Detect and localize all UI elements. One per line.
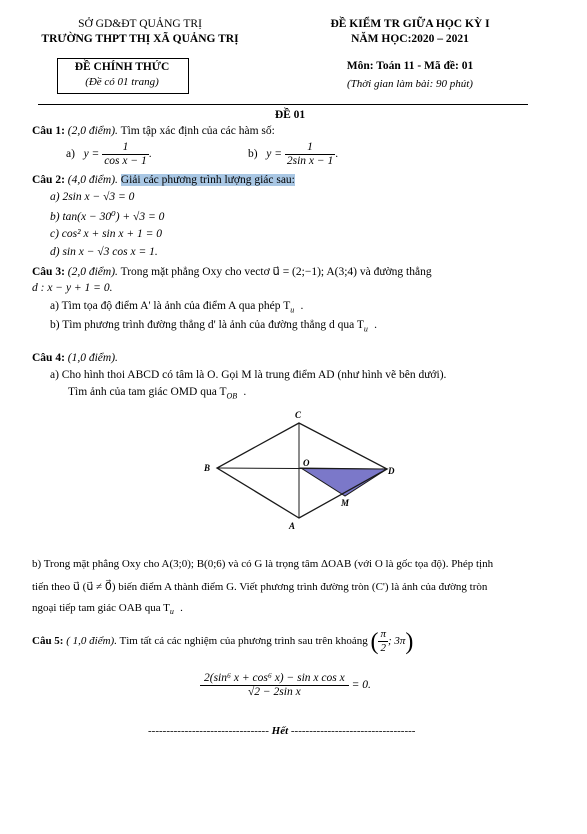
end-label: Hết: [271, 725, 289, 737]
school-name: TRƯỜNG THPT THỊ XÃ QUẢNG TRỊ: [41, 33, 239, 45]
q3-text: Trong mặt phẳng Oxy cho vectơ u⃗ = (2;−1); A(3;4) và đường thẳng: [117, 266, 432, 278]
q2-item-a: a) 2sin x − √3 = 0: [50, 191, 135, 203]
question-1: [32, 125, 275, 137]
q2-text-highlighted[interactable]: Giải các phương trình lượng giác sau:: [120, 174, 295, 186]
label-o: O: [303, 458, 310, 468]
question-5: Câu 5: ( 1,0 điểm). Tìm tất cả các nghiệm của phương trình sau trên khoảng ( $\frac{\pi}{2}$ ; 3π): [32, 628, 414, 655]
q4-part-b-line3: ngoại tiếp tam giác OAB qua $T_{u⃗}$.: [32, 602, 183, 617]
q4-part-b-line1: b) Trong mặt phẳng Oxy cho A(3;0); B(0;6) và có G là trọng tâm ΔOAB (với O là gốc tọa độ). Phép tịnh: [32, 558, 494, 570]
q2-item-d: d) sin x − √3 cos x = 1.: [50, 246, 158, 258]
q1-part-b: b) y = $\frac{1}{\text{2sin x − 1}}$ .: [248, 141, 339, 167]
label-d: D: [388, 466, 395, 476]
q1-text: Tìm tập xác định của các hàm số:: [117, 125, 275, 137]
q4-part-b-line2: tiến theo u⃗ (u⃗ ≠ 0⃗) biến điểm A thành điểm G. Viết phương trình đường tròn (C') là ảnh của đường tròn: [32, 581, 488, 593]
q1-points: (2,0 điểm).: [67, 125, 118, 137]
diagonal-bd: [217, 468, 387, 469]
question-4: [32, 352, 118, 364]
q5-label: Câu 5:: [32, 635, 64, 648]
rhombus-figure: [195, 405, 405, 535]
end-marker: --------------------------------- Hết ----------------------------------: [148, 725, 416, 737]
q1-part-a: a) y = $\frac{1}{\text{cos x − 1}}$ .: [66, 141, 152, 167]
q2-item-b: b) tan(x − 30⁰) + √3 = 0: [50, 211, 165, 223]
label-b: B: [204, 463, 211, 473]
subject: Môn: Toán 11 - Mã đề: 01: [346, 60, 474, 72]
label-c: C: [295, 410, 302, 420]
official-label: ĐỀ CHÍNH THỨC: [74, 61, 170, 73]
q4-points: (1,0 điểm).: [67, 352, 118, 364]
page-count: (Đề có 01 trang): [85, 76, 159, 88]
header-divider: [38, 104, 528, 105]
q5-equation: $\frac{\text{2(sin⁶ x + cos⁶ x) − sin x cos x}}{\text{√2 − 2sin x}}$ = 0.: [200, 672, 371, 699]
question-2: [32, 174, 295, 186]
q5-interval-fraction: $\frac{\pi}{2}$: [380, 628, 386, 654]
q5-text: Tìm tất cả các nghiệm của phương trình sau trên khoảng: [116, 635, 368, 648]
time-limit: (Thời gian làm bài: 90 phút): [347, 78, 473, 90]
q2-label: Câu 2:: [32, 174, 65, 186]
triangle-omd: [301, 468, 387, 496]
q2-item-c: c) cos² x + sin x + 1 = 0: [50, 228, 162, 240]
q3-line-equation: d : x − y + 1 = 0.: [32, 282, 113, 294]
school-year: NĂM HỌC:2020 – 2021: [351, 33, 469, 45]
label-a: A: [289, 521, 296, 531]
q3-points: (2,0 điểm).: [67, 266, 118, 278]
q5-points: ( 1,0 điểm).: [66, 635, 117, 648]
department: SỞ GD&ĐT QUẢNG TRỊ: [78, 18, 202, 30]
q1-a-fraction: $\frac{1}{\text{cos x − 1}}$: [104, 141, 147, 167]
q1-b-fraction: $\frac{1}{\text{2sin x − 1}}$: [286, 141, 334, 167]
q1-label: Câu 1:: [32, 125, 65, 137]
question-3: [32, 264, 432, 278]
q4-part-a-line2: Tìm ảnh của tam giác OMD qua $T_{OB⃗}$.: [68, 386, 247, 401]
q3-part-b: b) Tìm phương trình đường thẳng d' là ảnh của đường thẳng d qua $T_{u⃗}$.: [50, 319, 378, 334]
q2-points: (4,0 điểm).: [67, 174, 118, 186]
q4-label: Câu 4:: [32, 352, 65, 364]
exam-code: ĐỀ 01: [274, 109, 306, 121]
exam-title: ĐỀ KIỂM TR GIỮA HỌC KỲ I: [330, 18, 490, 30]
q3-label: Câu 3:: [32, 266, 65, 278]
q3-part-a: a) Tìm tọa độ điểm A' là ảnh của điểm A qua phép $T_{u⃗}$.: [50, 300, 304, 315]
label-m: M: [341, 498, 350, 508]
q4-part-a-line1: a) Cho hình thoi ABCD có tâm là O. Gọi M là trung điểm AD (như hình vẽ bên dưới).: [50, 369, 447, 381]
